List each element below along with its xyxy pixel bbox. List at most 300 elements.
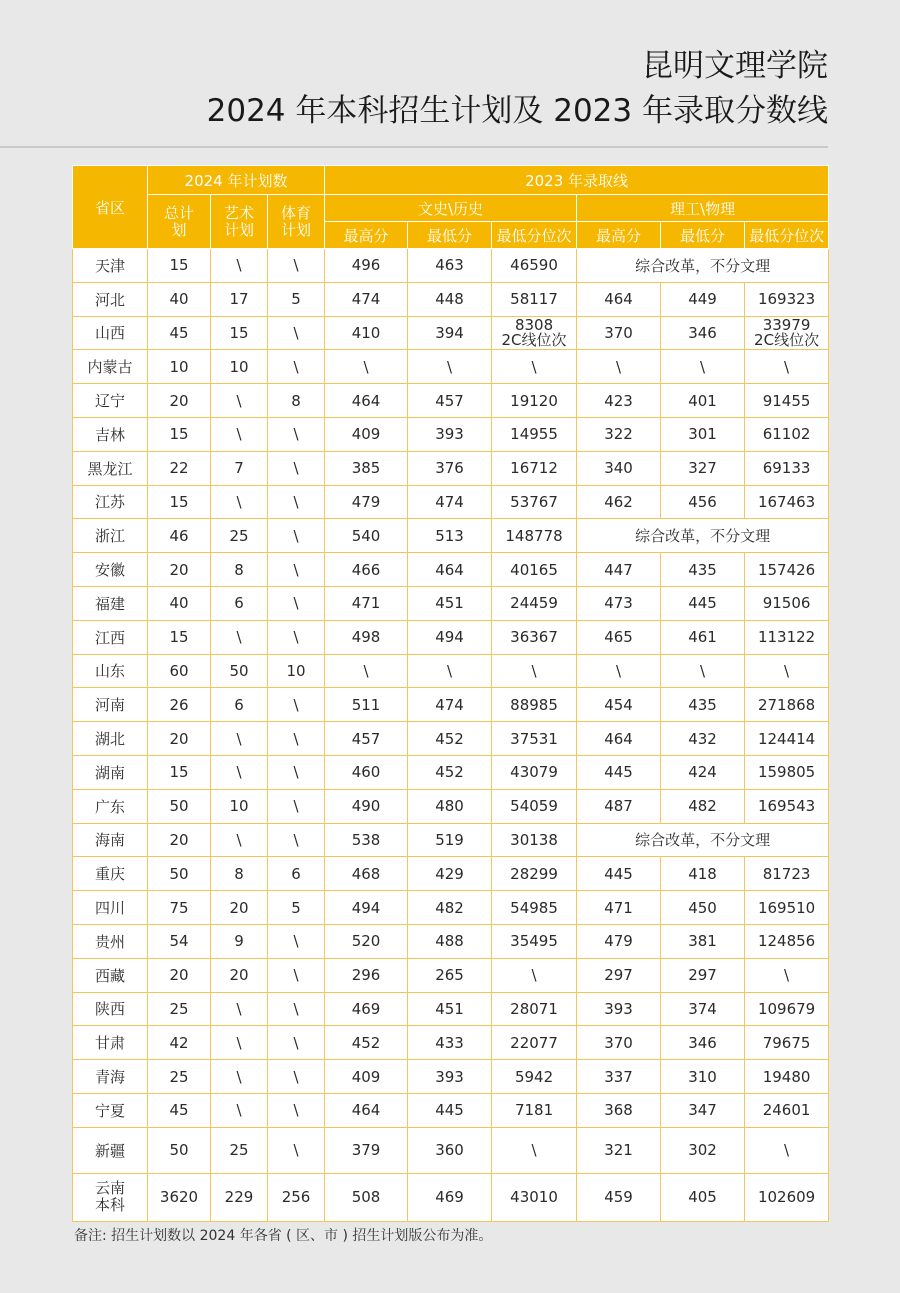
header-lw-highest: 最高分 [577, 222, 661, 249]
table-row [73, 417, 829, 451]
cell-sport-plan: \ [268, 485, 325, 519]
header-score-2023: 2023 年录取线 [325, 166, 829, 195]
cell-lw-rank: 169510 [745, 891, 829, 925]
cell-lw-highest: 370 [577, 1026, 661, 1060]
cell-lw-highest: \ [577, 654, 661, 688]
cell-wh-highest: 479 [325, 485, 408, 519]
table-row [73, 722, 829, 756]
table-header [73, 166, 829, 249]
cell-art-plan: \ [211, 1026, 268, 1060]
cell-wh-lowest: 394 [408, 316, 492, 350]
cell-wh-highest: 498 [325, 620, 408, 654]
cell-wh-rank: 88985 [492, 688, 577, 722]
cell-merged-note: 综合改革，不分文理 [577, 823, 829, 857]
cell-lw-rank: 124856 [745, 924, 829, 958]
header-sport-plan: 体育 计划 [268, 195, 325, 249]
cell-lw-highest: 487 [577, 789, 661, 823]
title-block [207, 46, 828, 132]
header-arts-history: 文史\历史 [325, 195, 577, 222]
cell-lw-rank: \ [745, 350, 829, 384]
cell-wh-lowest: 463 [408, 249, 492, 283]
header-province: 省区 [73, 166, 148, 249]
cell-wh-rank: \ [492, 350, 577, 384]
cell-lw-rank: 113122 [745, 620, 829, 654]
cell-province: 内蒙古 [73, 350, 148, 384]
cell-lw-lowest: 301 [661, 417, 745, 451]
cell-wh-lowest: 376 [408, 451, 492, 485]
cell-lw-lowest: 445 [661, 586, 745, 620]
cell-sport-plan: \ [268, 1093, 325, 1127]
cell-merged-note: 综合改革，不分文理 [577, 519, 829, 553]
cell-lw-lowest: 297 [661, 958, 745, 992]
cell-wh-highest: 511 [325, 688, 408, 722]
cell-art-plan: \ [211, 485, 268, 519]
cell-wh-lowest: 469 [408, 1173, 492, 1221]
cell-lw-lowest: 302 [661, 1127, 745, 1173]
cell-wh-rank: 22077 [492, 1026, 577, 1060]
cell-art-plan: \ [211, 249, 268, 283]
cell-total-plan: 25 [148, 992, 211, 1026]
cell-total-plan: 20 [148, 823, 211, 857]
cell-sport-plan: 10 [268, 654, 325, 688]
cell-sport-plan: \ [268, 1026, 325, 1060]
cell-total-plan: 15 [148, 755, 211, 789]
cell-art-plan: 8 [211, 857, 268, 891]
cell-lw-lowest: 310 [661, 1060, 745, 1094]
cell-province: 重庆 [73, 857, 148, 891]
cell-wh-lowest: 452 [408, 755, 492, 789]
cell-lw-rank: 102609 [745, 1173, 829, 1221]
cell-wh-lowest: 393 [408, 417, 492, 451]
cell-total-plan: 20 [148, 958, 211, 992]
cell-art-plan: 10 [211, 789, 268, 823]
cell-art-plan: 25 [211, 1127, 268, 1173]
cell-wh-rank: \ [492, 654, 577, 688]
cell-province: 陕西 [73, 992, 148, 1026]
cell-wh-lowest: 451 [408, 586, 492, 620]
cell-wh-rank: 46590 [492, 249, 577, 283]
cell-wh-lowest: 452 [408, 722, 492, 756]
cell-wh-lowest: 448 [408, 282, 492, 316]
cell-wh-rank: 43010 [492, 1173, 577, 1221]
cell-lw-highest: 445 [577, 755, 661, 789]
cell-province: 福建 [73, 586, 148, 620]
cell-sport-plan: \ [268, 620, 325, 654]
cell-lw-lowest: 381 [661, 924, 745, 958]
table-row [73, 688, 829, 722]
cell-province: 青海 [73, 1060, 148, 1094]
cell-wh-highest: 379 [325, 1127, 408, 1173]
cell-sport-plan: \ [268, 316, 325, 350]
cell-province: 黑龙江 [73, 451, 148, 485]
table-row [73, 992, 829, 1026]
cell-wh-lowest: 480 [408, 789, 492, 823]
cell-sport-plan: \ [268, 451, 325, 485]
table-row [73, 1127, 829, 1173]
cell-wh-rank: \ [492, 958, 577, 992]
cell-art-plan: \ [211, 992, 268, 1026]
cell-wh-highest: 466 [325, 553, 408, 587]
cell-province: 辽宁 [73, 384, 148, 418]
footnote: 备注: 招生计划数以 2024 年各省 ( 区、市 ) 招生计划版公布为准。 [74, 1228, 493, 1244]
cell-merged-note: 综合改革，不分文理 [577, 249, 829, 283]
cell-province: 吉林 [73, 417, 148, 451]
cell-province: 云南 本科 [73, 1173, 148, 1221]
header-total-plan: 总计 划 [148, 195, 211, 249]
cell-total-plan: 75 [148, 891, 211, 925]
cell-lw-lowest: 424 [661, 755, 745, 789]
cell-wh-highest: 508 [325, 1173, 408, 1221]
cell-total-plan: 22 [148, 451, 211, 485]
cell-province: 海南 [73, 823, 148, 857]
cell-total-plan: 10 [148, 350, 211, 384]
cell-wh-highest: 490 [325, 789, 408, 823]
cell-art-plan: 20 [211, 958, 268, 992]
table-row [73, 857, 829, 891]
cell-wh-rank: 54059 [492, 789, 577, 823]
cell-wh-rank: 8308 2C线位次 [492, 316, 577, 350]
cell-lw-rank: 157426 [745, 553, 829, 587]
cell-lw-highest: 473 [577, 586, 661, 620]
cell-province: 宁夏 [73, 1093, 148, 1127]
cell-wh-highest: 468 [325, 857, 408, 891]
table-row [73, 282, 829, 316]
table-body [73, 249, 829, 1222]
cell-lw-highest: 447 [577, 553, 661, 587]
cell-lw-rank: 33979 2C线位次 [745, 316, 829, 350]
cell-total-plan: 3620 [148, 1173, 211, 1221]
cell-total-plan: 40 [148, 282, 211, 316]
cell-sport-plan: \ [268, 688, 325, 722]
cell-lw-highest: 322 [577, 417, 661, 451]
cell-wh-lowest: 433 [408, 1026, 492, 1060]
cell-lw-highest: 464 [577, 282, 661, 316]
cell-wh-rank: 30138 [492, 823, 577, 857]
cell-total-plan: 15 [148, 485, 211, 519]
cell-total-plan: 46 [148, 519, 211, 553]
cell-lw-lowest: 418 [661, 857, 745, 891]
cell-wh-lowest: 451 [408, 992, 492, 1026]
cell-province: 江西 [73, 620, 148, 654]
cell-lw-rank: 271868 [745, 688, 829, 722]
cell-wh-rank: 148778 [492, 519, 577, 553]
cell-art-plan: 20 [211, 891, 268, 925]
cell-art-plan: 50 [211, 654, 268, 688]
cell-total-plan: 20 [148, 553, 211, 587]
cell-wh-highest: 385 [325, 451, 408, 485]
table-row [73, 654, 829, 688]
cell-lw-lowest: 449 [661, 282, 745, 316]
cell-sport-plan: 5 [268, 282, 325, 316]
header-lw-rank: 最低分位次 [745, 222, 829, 249]
cell-lw-highest: 479 [577, 924, 661, 958]
cell-sport-plan: \ [268, 1127, 325, 1173]
cell-lw-lowest: 374 [661, 992, 745, 1026]
cell-wh-highest: 409 [325, 1060, 408, 1094]
cell-sport-plan: 256 [268, 1173, 325, 1221]
cell-total-plan: 26 [148, 688, 211, 722]
cell-sport-plan: \ [268, 519, 325, 553]
cell-province: 新疆 [73, 1127, 148, 1173]
cell-lw-rank: 109679 [745, 992, 829, 1026]
page-title: 昆明文理学院 [642, 48, 828, 84]
cell-lw-lowest: 327 [661, 451, 745, 485]
cell-lw-highest: 337 [577, 1060, 661, 1094]
cell-lw-lowest: 346 [661, 1026, 745, 1060]
cell-art-plan: \ [211, 1060, 268, 1094]
cell-wh-lowest: \ [408, 654, 492, 688]
cell-total-plan: 50 [148, 1127, 211, 1173]
cell-lw-lowest: 456 [661, 485, 745, 519]
cell-wh-rank: 37531 [492, 722, 577, 756]
cell-wh-highest: 538 [325, 823, 408, 857]
cell-lw-highest: 321 [577, 1127, 661, 1173]
page-subtitle: 2024 年本科招生计划及 2023 年录取分数线 [206, 93, 828, 129]
cell-lw-highest: 370 [577, 316, 661, 350]
cell-art-plan: 9 [211, 924, 268, 958]
cell-lw-lowest: 432 [661, 722, 745, 756]
cell-wh-rank: 40165 [492, 553, 577, 587]
cell-wh-highest: 409 [325, 417, 408, 451]
cell-art-plan: 25 [211, 519, 268, 553]
cell-lw-rank: 19480 [745, 1060, 829, 1094]
cell-wh-rank: 5942 [492, 1060, 577, 1094]
cell-lw-lowest: 346 [661, 316, 745, 350]
header-lw-lowest: 最低分 [661, 222, 745, 249]
cell-art-plan: \ [211, 1093, 268, 1127]
cell-lw-highest: 368 [577, 1093, 661, 1127]
cell-wh-highest: 457 [325, 722, 408, 756]
cell-wh-highest: 496 [325, 249, 408, 283]
cell-wh-highest: 540 [325, 519, 408, 553]
cell-art-plan: \ [211, 823, 268, 857]
cell-wh-highest: 494 [325, 891, 408, 925]
cell-wh-rank: 54985 [492, 891, 577, 925]
cell-wh-rank: 14955 [492, 417, 577, 451]
cell-lw-rank: 169543 [745, 789, 829, 823]
cell-province: 贵州 [73, 924, 148, 958]
cell-lw-rank: 167463 [745, 485, 829, 519]
table-row [73, 485, 829, 519]
cell-province: 山东 [73, 654, 148, 688]
cell-wh-rank: 19120 [492, 384, 577, 418]
cell-province: 山西 [73, 316, 148, 350]
cell-wh-highest: 410 [325, 316, 408, 350]
cell-sport-plan: \ [268, 958, 325, 992]
cell-sport-plan: \ [268, 924, 325, 958]
cell-wh-highest: 471 [325, 586, 408, 620]
cell-lw-highest: 423 [577, 384, 661, 418]
cell-total-plan: 15 [148, 417, 211, 451]
cell-wh-rank: 24459 [492, 586, 577, 620]
cell-total-plan: 54 [148, 924, 211, 958]
cell-lw-highest: 393 [577, 992, 661, 1026]
cell-total-plan: 42 [148, 1026, 211, 1060]
cell-wh-highest: 520 [325, 924, 408, 958]
cell-art-plan: 6 [211, 586, 268, 620]
table-row [73, 924, 829, 958]
cell-lw-highest: 454 [577, 688, 661, 722]
cell-sport-plan: 5 [268, 891, 325, 925]
cell-lw-rank: 91455 [745, 384, 829, 418]
cell-wh-rank: 16712 [492, 451, 577, 485]
cell-province: 西藏 [73, 958, 148, 992]
title-divider [0, 146, 828, 148]
cell-wh-highest: 469 [325, 992, 408, 1026]
cell-sport-plan: \ [268, 755, 325, 789]
cell-wh-lowest: 488 [408, 924, 492, 958]
cell-art-plan: \ [211, 722, 268, 756]
cell-wh-rank: 58117 [492, 282, 577, 316]
cell-lw-lowest: 435 [661, 553, 745, 587]
header-plan-2024: 2024 年计划数 [148, 166, 325, 195]
cell-lw-rank: 69133 [745, 451, 829, 485]
cell-wh-lowest: \ [408, 350, 492, 384]
table-row [73, 1026, 829, 1060]
cell-lw-rank: 81723 [745, 857, 829, 891]
cell-art-plan: 17 [211, 282, 268, 316]
table-row [73, 958, 829, 992]
cell-total-plan: 15 [148, 249, 211, 283]
cell-wh-highest: 460 [325, 755, 408, 789]
cell-wh-lowest: 474 [408, 688, 492, 722]
cell-lw-lowest: 401 [661, 384, 745, 418]
cell-sport-plan: \ [268, 1060, 325, 1094]
cell-wh-highest: 464 [325, 1093, 408, 1127]
cell-lw-highest: 462 [577, 485, 661, 519]
cell-lw-highest: 340 [577, 451, 661, 485]
table-row [73, 451, 829, 485]
cell-total-plan: 20 [148, 384, 211, 418]
cell-wh-lowest: 494 [408, 620, 492, 654]
table-row [73, 316, 829, 350]
header-art-plan: 艺术 计划 [211, 195, 268, 249]
cell-province: 广东 [73, 789, 148, 823]
cell-wh-lowest: 513 [408, 519, 492, 553]
cell-sport-plan: \ [268, 417, 325, 451]
cell-wh-lowest: 429 [408, 857, 492, 891]
table-row [73, 249, 829, 283]
cell-lw-rank: \ [745, 958, 829, 992]
cell-art-plan: \ [211, 384, 268, 418]
cell-province: 河北 [73, 282, 148, 316]
cell-lw-highest: 445 [577, 857, 661, 891]
cell-sport-plan: \ [268, 553, 325, 587]
header-wh-highest: 最高分 [325, 222, 408, 249]
cell-province: 天津 [73, 249, 148, 283]
cell-sport-plan: 6 [268, 857, 325, 891]
table-row [73, 1060, 829, 1094]
cell-art-plan: \ [211, 417, 268, 451]
cell-lw-lowest: 461 [661, 620, 745, 654]
cell-wh-rank: \ [492, 1127, 577, 1173]
table-row [73, 350, 829, 384]
cell-wh-highest: 452 [325, 1026, 408, 1060]
cell-art-plan: 7 [211, 451, 268, 485]
cell-wh-highest: 474 [325, 282, 408, 316]
cell-wh-rank: 53767 [492, 485, 577, 519]
cell-wh-rank: 35495 [492, 924, 577, 958]
header-science-physics: 理工\物理 [577, 195, 829, 222]
cell-lw-rank: \ [745, 654, 829, 688]
table-row [73, 823, 829, 857]
cell-wh-lowest: 474 [408, 485, 492, 519]
table-row [73, 1093, 829, 1127]
cell-wh-lowest: 360 [408, 1127, 492, 1173]
cell-province: 河南 [73, 688, 148, 722]
cell-wh-lowest: 519 [408, 823, 492, 857]
cell-wh-rank: 28071 [492, 992, 577, 1026]
cell-lw-rank: \ [745, 1127, 829, 1173]
cell-wh-highest: 464 [325, 384, 408, 418]
admission-table [72, 165, 829, 1222]
cell-lw-rank: 159805 [745, 755, 829, 789]
cell-wh-rank: 36367 [492, 620, 577, 654]
cell-province: 安徽 [73, 553, 148, 587]
cell-lw-rank: 124414 [745, 722, 829, 756]
cell-lw-rank: 169323 [745, 282, 829, 316]
table-row [73, 620, 829, 654]
cell-lw-highest: 297 [577, 958, 661, 992]
cell-sport-plan: \ [268, 722, 325, 756]
cell-lw-lowest: 405 [661, 1173, 745, 1221]
cell-lw-rank: 91506 [745, 586, 829, 620]
cell-lw-lowest: \ [661, 654, 745, 688]
cell-art-plan: 15 [211, 316, 268, 350]
cell-province: 四川 [73, 891, 148, 925]
cell-total-plan: 50 [148, 789, 211, 823]
cell-lw-lowest: 450 [661, 891, 745, 925]
cell-lw-lowest: 482 [661, 789, 745, 823]
cell-art-plan: 229 [211, 1173, 268, 1221]
cell-wh-lowest: 457 [408, 384, 492, 418]
cell-province: 浙江 [73, 519, 148, 553]
table-row [73, 1173, 829, 1221]
cell-lw-rank: 79675 [745, 1026, 829, 1060]
cell-lw-lowest: \ [661, 350, 745, 384]
cell-wh-highest: \ [325, 350, 408, 384]
cell-lw-highest: 459 [577, 1173, 661, 1221]
table-row [73, 755, 829, 789]
cell-total-plan: 50 [148, 857, 211, 891]
header-wh-rank: 最低分位次 [492, 222, 577, 249]
cell-wh-lowest: 265 [408, 958, 492, 992]
cell-lw-highest: \ [577, 350, 661, 384]
header-wh-lowest: 最低分 [408, 222, 492, 249]
cell-lw-rank: 24601 [745, 1093, 829, 1127]
cell-wh-highest: \ [325, 654, 408, 688]
cell-total-plan: 20 [148, 722, 211, 756]
cell-sport-plan: \ [268, 350, 325, 384]
cell-province: 江苏 [73, 485, 148, 519]
table-row [73, 586, 829, 620]
cell-lw-highest: 465 [577, 620, 661, 654]
cell-sport-plan: 8 [268, 384, 325, 418]
cell-wh-highest: 296 [325, 958, 408, 992]
cell-sport-plan: \ [268, 586, 325, 620]
cell-wh-lowest: 393 [408, 1060, 492, 1094]
cell-wh-lowest: 482 [408, 891, 492, 925]
cell-art-plan: 8 [211, 553, 268, 587]
cell-lw-lowest: 435 [661, 688, 745, 722]
cell-total-plan: 40 [148, 586, 211, 620]
cell-sport-plan: \ [268, 992, 325, 1026]
cell-sport-plan: \ [268, 789, 325, 823]
table-row [73, 384, 829, 418]
cell-total-plan: 60 [148, 654, 211, 688]
cell-wh-rank: 28299 [492, 857, 577, 891]
cell-art-plan: \ [211, 755, 268, 789]
